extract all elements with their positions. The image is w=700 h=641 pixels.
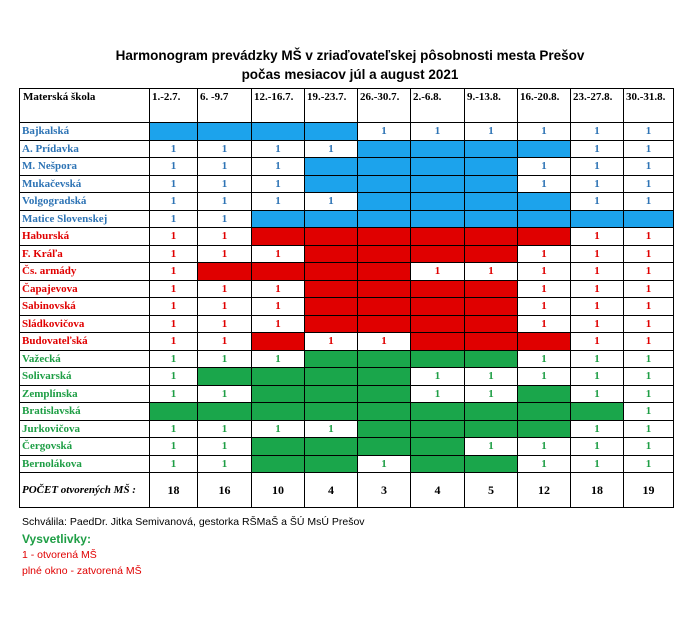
open-cell: 1 [571,175,624,193]
open-cell: 1 [252,193,305,211]
open-cell: 1 [465,368,518,386]
open-count: 12 [518,473,571,508]
open-cell: 1 [150,210,198,228]
closed-cell [411,403,465,421]
table-row [20,228,674,246]
open-cell: 1 [252,315,305,333]
open-cell: 1 [518,158,571,176]
open-cell: 1 [150,368,198,386]
closed-cell [411,158,465,176]
closed-cell [305,315,358,333]
open-cell: 1 [571,263,624,281]
closed-cell [465,298,518,316]
closed-cell [411,210,465,228]
totals-label: POČET otvorených MŠ : [20,473,150,508]
open-cell: 1 [305,140,358,158]
closed-cell [358,175,411,193]
open-cell: 1 [305,193,358,211]
open-cell: 1 [198,175,252,193]
open-cell: 1 [518,455,571,473]
closed-cell [358,140,411,158]
table-row [20,455,674,473]
open-cell: 1 [518,298,571,316]
open-cell: 1 [624,280,674,298]
open-cell: 1 [150,245,198,263]
open-cell: 1 [518,315,571,333]
closed-cell [358,245,411,263]
title-line-1: Harmonogram prevádzky MŠ v zriaďovateľskej pôsobnosti mesta Prešov [115,48,585,63]
open-cell: 1 [518,123,571,141]
closed-cell [305,280,358,298]
closed-cell [358,280,411,298]
closed-cell [465,350,518,368]
open-cell: 1 [150,455,198,473]
closed-cell [465,140,518,158]
schedule-table [19,88,674,508]
open-cell: 1 [571,315,624,333]
approval-note: Schválila: PaedDr. Jitka Semivanová, gestorka RŠMaŠ a ŠÚ MsÚ Prešov [22,516,365,528]
closed-cell [305,438,358,456]
open-cell: 1 [571,158,624,176]
open-cell: 1 [571,420,624,438]
school-name: Sládkovičova [20,315,150,333]
week-header: 26.-30.7. [358,89,411,123]
open-cell: 1 [198,193,252,211]
open-cell: 1 [571,298,624,316]
totals-row [20,473,674,508]
open-cell: 1 [518,280,571,298]
week-header: 2.-6.8. [411,89,465,123]
closed-cell [252,455,305,473]
open-cell: 1 [624,245,674,263]
closed-cell [305,158,358,176]
closed-cell [358,403,411,421]
school-name: F. Kráľa [20,245,150,263]
closed-cell [358,350,411,368]
week-header: 23.-27.8. [571,89,624,123]
open-cell: 1 [358,123,411,141]
closed-cell [358,298,411,316]
week-header: 19.-23.7. [305,89,358,123]
closed-cell [624,210,674,228]
open-cell: 1 [411,123,465,141]
table-row [20,175,674,193]
closed-cell [465,420,518,438]
closed-cell [358,210,411,228]
closed-cell [465,280,518,298]
closed-cell [305,455,358,473]
open-cell: 1 [198,350,252,368]
open-cell: 1 [198,298,252,316]
closed-cell [358,263,411,281]
open-cell: 1 [198,333,252,351]
open-cell: 1 [252,350,305,368]
closed-cell [252,403,305,421]
school-name: Volgogradská [20,193,150,211]
closed-cell [252,123,305,141]
school-name: Čergovská [20,438,150,456]
open-cell: 1 [198,228,252,246]
open-cell: 1 [150,315,198,333]
closed-cell [358,315,411,333]
table-row [20,298,674,316]
closed-cell [358,438,411,456]
open-cell: 1 [571,140,624,158]
title-line-2: počas mesiacov júl a august 2021 [241,67,459,82]
closed-cell [571,403,624,421]
school-name: Haburská [20,228,150,246]
open-cell: 1 [252,140,305,158]
open-cell: 1 [571,333,624,351]
closed-cell [358,420,411,438]
closed-cell [252,368,305,386]
open-cell: 1 [571,455,624,473]
school-name: Bernolákova [20,455,150,473]
table-row [20,210,674,228]
closed-cell [411,298,465,316]
open-cell: 1 [411,263,465,281]
open-count: 18 [571,473,624,508]
school-name: Čapajevova [20,280,150,298]
closed-cell [198,263,252,281]
open-cell: 1 [150,263,198,281]
closed-cell [305,403,358,421]
open-cell: 1 [252,420,305,438]
closed-cell [411,455,465,473]
closed-cell [305,210,358,228]
open-cell: 1 [252,298,305,316]
closed-cell [411,420,465,438]
open-cell: 1 [150,385,198,403]
open-cell: 1 [571,193,624,211]
closed-cell [305,175,358,193]
legend-closed: plné okno - zatvorená MŠ [22,565,142,577]
open-cell: 1 [465,438,518,456]
closed-cell [358,193,411,211]
closed-cell [150,123,198,141]
open-cell: 1 [571,280,624,298]
open-count: 4 [411,473,465,508]
open-cell: 1 [198,158,252,176]
open-cell: 1 [150,228,198,246]
table-row [20,140,674,158]
open-cell: 1 [624,333,674,351]
closed-cell [518,140,571,158]
closed-cell [150,403,198,421]
open-cell: 1 [571,438,624,456]
open-cell: 1 [624,193,674,211]
open-count: 10 [252,473,305,508]
closed-cell [305,263,358,281]
table-row [20,280,674,298]
legend-heading: Vysvetlivky: [22,532,91,546]
closed-cell [252,333,305,351]
closed-cell [465,158,518,176]
school-rows [20,123,674,473]
closed-cell [571,210,624,228]
school-column-header: Materská škola [20,89,150,123]
closed-cell [465,403,518,421]
school-name: Čs. armády [20,263,150,281]
week-header: 12.-16.7. [252,89,305,123]
open-cell: 1 [624,158,674,176]
closed-cell [198,403,252,421]
closed-cell [518,403,571,421]
open-cell: 1 [624,263,674,281]
closed-cell [411,350,465,368]
closed-cell [411,228,465,246]
closed-cell [411,280,465,298]
closed-cell [465,315,518,333]
open-count: 18 [150,473,198,508]
week-header: 6. -9.7 [198,89,252,123]
open-cell: 1 [198,245,252,263]
open-cell: 1 [252,280,305,298]
closed-cell [465,193,518,211]
open-cell: 1 [150,140,198,158]
closed-cell [411,438,465,456]
closed-cell [518,333,571,351]
closed-cell [465,210,518,228]
open-cell: 1 [624,298,674,316]
open-cell: 1 [150,158,198,176]
table-row [20,368,674,386]
table-row [20,123,674,141]
closed-cell [305,228,358,246]
open-cell: 1 [252,158,305,176]
closed-cell [411,245,465,263]
table-row [20,438,674,456]
school-name: Sabinovská [20,298,150,316]
open-cell: 1 [571,123,624,141]
open-cell: 1 [198,385,252,403]
week-header: 1.-2.7. [150,89,198,123]
closed-cell [358,158,411,176]
closed-cell [305,385,358,403]
open-cell: 1 [198,420,252,438]
open-cell: 1 [358,455,411,473]
open-cell: 1 [571,368,624,386]
closed-cell [411,333,465,351]
table-row [20,350,674,368]
open-count: 16 [198,473,252,508]
week-header: 16.-20.8. [518,89,571,123]
open-cell: 1 [305,333,358,351]
closed-cell [411,140,465,158]
closed-cell [252,228,305,246]
open-cell: 1 [624,385,674,403]
closed-cell [198,368,252,386]
open-cell: 1 [624,140,674,158]
open-cell: 1 [150,280,198,298]
school-name: Bajkalská [20,123,150,141]
table-row [20,403,674,421]
open-count: 19 [624,473,674,508]
open-cell: 1 [624,123,674,141]
open-cell: 1 [571,228,624,246]
open-cell: 1 [150,298,198,316]
open-cell: 1 [624,420,674,438]
open-cell: 1 [305,420,358,438]
closed-cell [518,228,571,246]
open-cell: 1 [624,228,674,246]
table-row [20,420,674,438]
open-cell: 1 [198,140,252,158]
table-row [20,245,674,263]
closed-cell [198,123,252,141]
closed-cell [252,210,305,228]
open-cell: 1 [624,175,674,193]
open-cell: 1 [150,175,198,193]
closed-cell [305,350,358,368]
school-name: A. Prídavka [20,140,150,158]
closed-cell [465,245,518,263]
open-cell: 1 [150,420,198,438]
table-row [20,193,674,211]
closed-cell [305,245,358,263]
open-cell: 1 [198,280,252,298]
open-cell: 1 [518,263,571,281]
open-cell: 1 [465,123,518,141]
closed-cell [252,438,305,456]
closed-cell [305,368,358,386]
week-header: 30.-31.8. [624,89,674,123]
closed-cell [465,333,518,351]
school-name: Matice Slovenskej [20,210,150,228]
open-cell: 1 [624,350,674,368]
open-cell: 1 [518,438,571,456]
school-name: Važecká [20,350,150,368]
closed-cell [518,210,571,228]
open-cell: 1 [518,175,571,193]
closed-cell [411,175,465,193]
open-cell: 1 [465,263,518,281]
open-cell: 1 [150,350,198,368]
open-cell: 1 [624,438,674,456]
open-cell: 1 [358,333,411,351]
closed-cell [518,420,571,438]
closed-cell [465,228,518,246]
table-row [20,333,674,351]
open-cell: 1 [150,193,198,211]
legend-open: 1 - otvorená MŠ [22,549,97,561]
table-row [20,315,674,333]
header-row [20,89,674,123]
open-cell: 1 [624,368,674,386]
open-cell: 1 [198,210,252,228]
open-count: 5 [465,473,518,508]
open-cell: 1 [411,368,465,386]
open-cell: 1 [198,438,252,456]
school-name: Budovateľská [20,333,150,351]
table-row [20,385,674,403]
week-header: 9.-13.8. [465,89,518,123]
table-row [20,158,674,176]
open-cell: 1 [198,455,252,473]
closed-cell [358,385,411,403]
open-count: 4 [305,473,358,508]
school-name: Solivarská [20,368,150,386]
open-cell: 1 [198,315,252,333]
closed-cell [305,123,358,141]
closed-cell [358,228,411,246]
closed-cell [358,368,411,386]
open-cell: 1 [624,455,674,473]
closed-cell [518,385,571,403]
closed-cell [518,193,571,211]
closed-cell [465,175,518,193]
closed-cell [252,385,305,403]
open-count: 3 [358,473,411,508]
open-cell: 1 [252,245,305,263]
open-cell: 1 [252,175,305,193]
school-name: M. Nešpora [20,158,150,176]
open-cell: 1 [150,333,198,351]
open-cell: 1 [624,315,674,333]
school-name: Mukačevská [20,175,150,193]
table-row [20,263,674,281]
open-cell: 1 [150,438,198,456]
open-cell: 1 [518,350,571,368]
open-cell: 1 [624,403,674,421]
closed-cell [465,455,518,473]
school-name: Bratislavská [20,403,150,421]
school-name: Jurkovičova [20,420,150,438]
open-cell: 1 [518,368,571,386]
open-cell: 1 [571,245,624,263]
closed-cell [411,315,465,333]
closed-cell [411,193,465,211]
open-cell: 1 [411,385,465,403]
open-cell: 1 [571,385,624,403]
closed-cell [252,263,305,281]
school-name: Zemplínska [20,385,150,403]
open-cell: 1 [465,385,518,403]
open-cell: 1 [571,350,624,368]
open-cell: 1 [518,245,571,263]
closed-cell [305,298,358,316]
